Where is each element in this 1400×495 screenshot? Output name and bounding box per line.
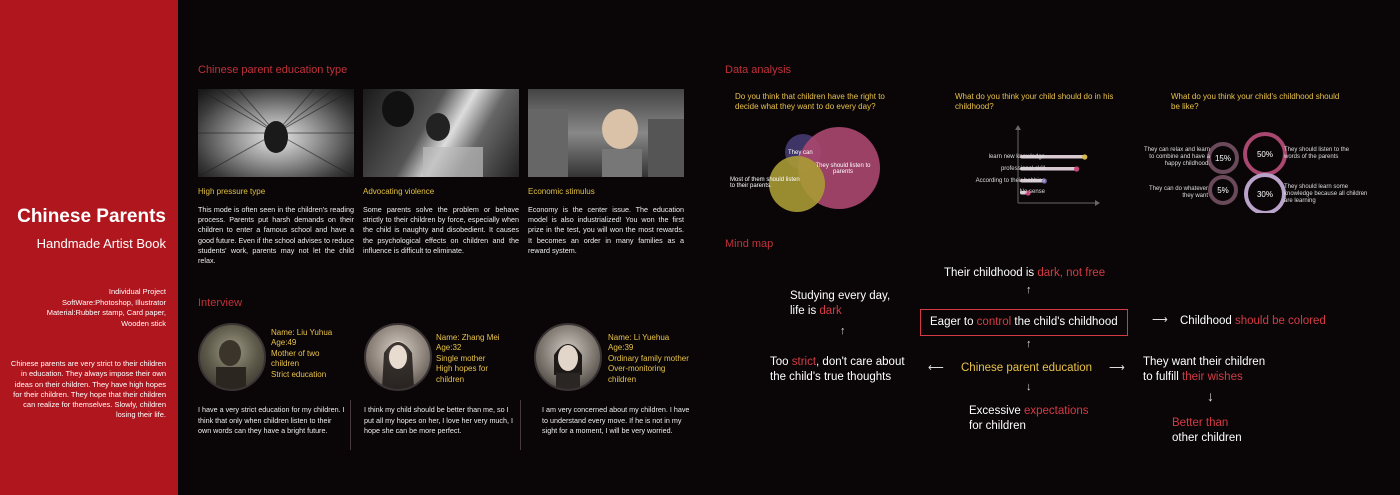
- mm-text-red: dark: [819, 304, 842, 317]
- person-name: Name: Li Yuehua: [608, 333, 670, 342]
- type-label-1: High pressure type: [198, 187, 266, 196]
- photo-high-pressure: [198, 89, 354, 177]
- arrow-right-icon: ⟶: [1109, 362, 1125, 374]
- ring-value-3: 30%: [1256, 190, 1274, 199]
- meta-line: Wooden stick: [121, 318, 166, 328]
- venn-label-listen: They should listen to parents: [815, 163, 871, 175]
- meta-line: Material:Rubber stamp, Card paper,: [46, 308, 166, 317]
- arrow-down-icon: ↓: [1207, 388, 1214, 404]
- person-line: Over-monitoring: [608, 364, 666, 374]
- mm-text: Excessive: [969, 405, 1024, 417]
- ring-label: They can relax and learn to combine and have a happy childhood.: [1143, 147, 1210, 167]
- ring-label: They should listen to the words of the parents: [1284, 147, 1350, 160]
- ring-chart: [1205, 128, 1295, 213]
- mm-text: Too: [770, 356, 792, 368]
- mm-text-red: their wishes: [1182, 370, 1243, 383]
- y-axis-arrow-icon: [1015, 125, 1021, 130]
- ring-label: They can do whatever they want: [1148, 186, 1208, 199]
- person-info-1: [271, 328, 332, 380]
- page-title: Chinese Parents: [17, 206, 166, 227]
- mm-node-eager: [920, 309, 1128, 336]
- interview-divider: [520, 400, 521, 450]
- bar-end-dot-0: [1082, 154, 1087, 159]
- arrow-up-icon: ↑: [840, 325, 846, 337]
- interview-quote-1: I have a very strict education for my children. I think that only when children listen to their own words can they have a bright future.: [198, 405, 345, 436]
- bar-end-dot-1: [1074, 166, 1079, 171]
- type-text-3: Economy is the center issue. The education model is also industrialized! You won the first prize in the test, you will won the most rewards. It becomes an order in many families as a reward system.: [528, 205, 684, 255]
- mm-node-colored: [1180, 314, 1326, 329]
- interview-heading: Interview: [198, 297, 243, 309]
- question-1: Do you think that children have the right to decide what they want to do every day?: [735, 92, 885, 111]
- project-meta: [0, 287, 166, 329]
- mm-text: the child's true thoughts: [770, 370, 892, 383]
- person-name: Name: Zhang Mei: [436, 333, 500, 342]
- question-3: What do you think your child's childhood should be like?: [1171, 92, 1340, 111]
- photo-violence-image: [363, 89, 519, 177]
- person-info-3: [608, 333, 689, 385]
- ring-value-2: 5%: [1217, 186, 1229, 195]
- mm-node-strict: [770, 355, 905, 384]
- mm-text-red: expectations: [1023, 405, 1089, 417]
- meta-line: SoftWare:Photoshop, Illustrator: [62, 297, 166, 307]
- mm-text: for children: [969, 419, 1026, 432]
- avatar-li-yuehua: [534, 323, 602, 391]
- mm-text: , don't care about: [816, 356, 905, 368]
- avatar-liu-yuhua: [198, 323, 266, 391]
- mm-text-red: dark, not free: [1037, 267, 1106, 279]
- avatar-liu-yuhua-image: [200, 325, 264, 389]
- arrow-left-icon: ⟵: [928, 362, 944, 374]
- mm-text-red: control: [976, 316, 1012, 328]
- project-description: Chinese parents are very strict to their children in education. They always impose their own ideas on their children. They have high hopes for their children. They hope that their children can realize for themselves. Slowly, children losing their life.: [10, 359, 166, 420]
- person-line: Ordinary family mother: [608, 353, 689, 363]
- mm-node-better: [1172, 416, 1242, 445]
- person-info-2: [436, 333, 500, 385]
- photo-economic: [528, 89, 684, 177]
- venn-label-most: Most of them should listen to their parents.: [730, 177, 800, 189]
- person-line: children: [271, 359, 300, 369]
- avatar-li-yuehua-image: [536, 325, 600, 389]
- education-heading: Chinese parent education type: [198, 64, 348, 76]
- type-text-1: This mode is often seen in the children's reading process. Parents put harsh demands on their children to enter a famous school and have a good future. Even if the school advises to reduce students' work, parents may not let the child relax.: [198, 205, 354, 266]
- mm-text-red: strict: [791, 356, 817, 368]
- avatar-zhang-mei-image: [366, 325, 430, 389]
- person-name: Name: Liu Yuhua: [271, 328, 333, 337]
- mm-node-dark-childhood: [944, 266, 1105, 281]
- person-line: Mother of two: [271, 348, 320, 358]
- person-age: Age:39: [608, 343, 634, 353]
- page-subtitle: Handmade Artist Book: [36, 236, 166, 251]
- bar-label: learn new knowledge: [988, 154, 1045, 160]
- mm-text: the child's childhood: [1011, 316, 1118, 328]
- x-axis-arrow-icon: [1095, 200, 1100, 206]
- person-line: Strict education: [271, 369, 327, 379]
- ring-value-1: 50%: [1256, 150, 1274, 159]
- arrow-right-icon: ⟶: [1152, 314, 1168, 326]
- mm-node-wishes: [1143, 355, 1265, 384]
- interview-divider: [350, 400, 351, 450]
- mm-text: other children: [1172, 431, 1242, 444]
- mm-text: to fulfill: [1143, 370, 1182, 383]
- mm-text-red: Better than: [1172, 417, 1229, 429]
- mm-center-node: Chinese parent education: [961, 362, 1093, 374]
- interview-quote-3: I am very concerned about my children. I have to understand every move. If he is not in my sight for a moment, I will be very worried.: [542, 405, 690, 436]
- arrow-down-icon: ↓: [1026, 381, 1032, 393]
- mm-text: Childhood: [1180, 315, 1235, 327]
- venn-label-they-can: They can: [788, 150, 813, 156]
- meta-line: Individual Project: [108, 287, 166, 296]
- mm-node-studying: [790, 289, 890, 318]
- question-2: What do you think your child should do in his childhood?: [955, 92, 1114, 111]
- person-line: children: [608, 374, 637, 384]
- bar-label: professional skill: [1000, 166, 1045, 172]
- mind-map-heading: Mind map: [725, 238, 774, 250]
- arrow-up-icon: ↑: [1026, 284, 1032, 296]
- mm-text: Eager to: [930, 316, 977, 328]
- mm-text: Studying every day,: [790, 290, 891, 302]
- interview-quote-2: I think my child should be better than me, so I put all my hopes on her, I love her very much, I hope she can be more perfect.: [364, 405, 514, 436]
- mm-node-expectations: [969, 404, 1089, 433]
- person-line: High hopes for: [436, 364, 489, 374]
- mm-text: Their childhood is: [944, 267, 1038, 279]
- person-age: Age:32: [436, 343, 462, 353]
- mm-text: life is: [790, 304, 820, 317]
- data-analysis-heading: Data analysis: [725, 64, 792, 76]
- type-label-2: Advocating violence: [363, 187, 435, 196]
- ring-value-0: 15%: [1214, 154, 1232, 163]
- photo-economic-image: [528, 89, 684, 177]
- bar-label: No sense: [1019, 189, 1045, 195]
- avatar-zhang-mei: [364, 323, 432, 391]
- photo-high-pressure-image: [198, 89, 354, 177]
- arrow-up-icon: ↑: [1026, 338, 1032, 350]
- person-age: Age:49: [271, 338, 297, 348]
- person-line: children: [436, 374, 465, 384]
- bar-label: According to their hobbies: [975, 178, 1045, 184]
- type-label-3: Economic stimulus: [528, 187, 595, 196]
- type-text-2: Some parents solve the problem or behave strictly to their children by force, especially when the child is naughty and disobedient. It causes the psychological effects on children and the influence is difficult to eliminate.: [363, 205, 519, 255]
- photo-violence: [363, 89, 519, 177]
- mm-text-red: should be colored: [1234, 315, 1326, 327]
- mm-text: They want their children: [1143, 356, 1266, 368]
- person-line: Single mother: [436, 353, 486, 363]
- ring-label: They should learn some knowledge because all children are learning: [1284, 184, 1368, 204]
